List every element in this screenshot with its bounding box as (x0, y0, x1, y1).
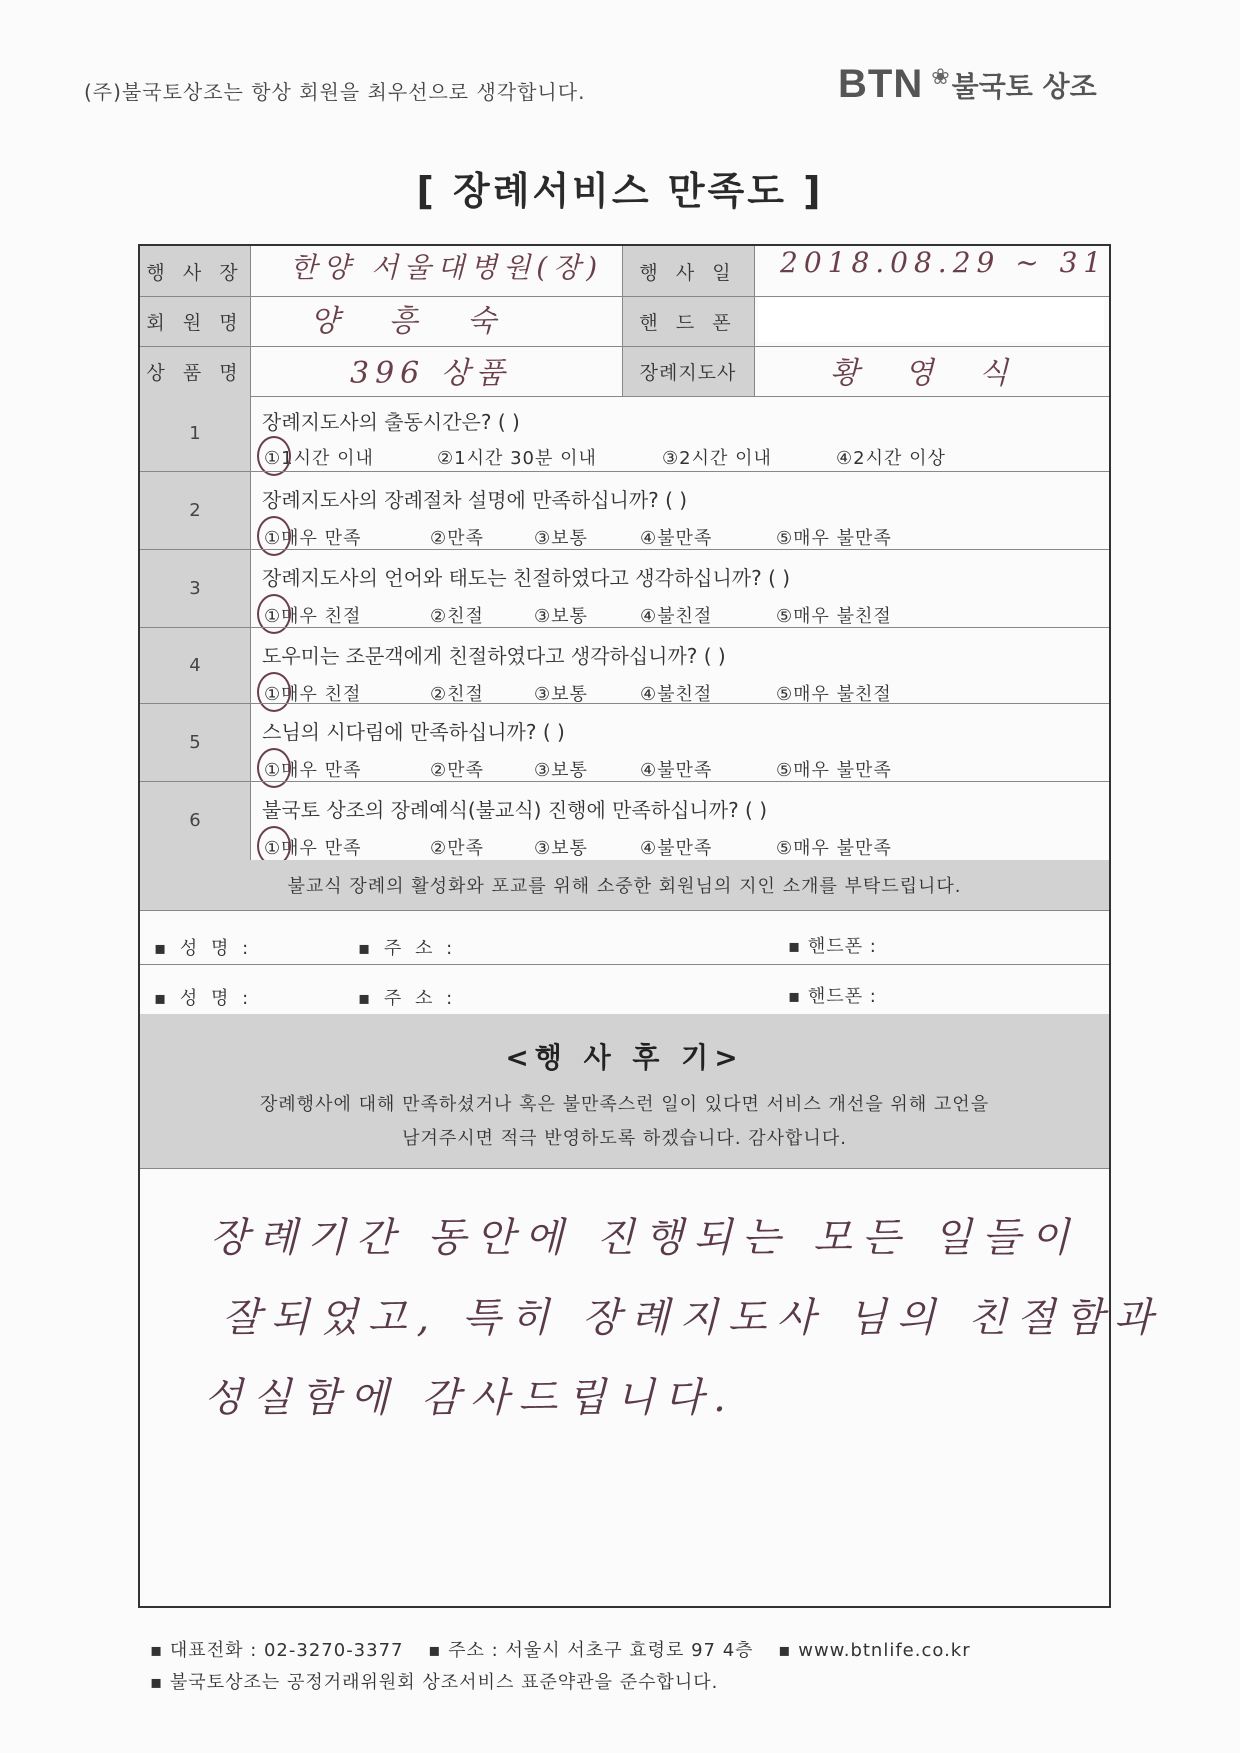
option[interactable]: ①매우 친절 (264, 606, 362, 627)
director-value[interactable]: 황 영 식 (830, 356, 1027, 391)
option[interactable]: ②만족 (430, 760, 484, 781)
logo-brand: BTN (838, 62, 924, 106)
option[interactable]: ①매우 만족 (264, 760, 362, 781)
option[interactable]: ⑤매우 불친절 (776, 606, 892, 627)
venue-label: 행 사 장 (140, 246, 250, 296)
referral-bar: 불교식 장례의 활성화와 포교를 위해 소중한 회원님의 지인 소개를 부탁드립니다. (140, 860, 1109, 910)
review-note-line[interactable]: 장례기간 동안에 진행되는 모든 일들이 (210, 1215, 1080, 1261)
question-number: 3 (189, 577, 201, 599)
option[interactable]: ②친절 (430, 606, 484, 627)
review-note-line[interactable]: 성실함에 감사드립니다. (204, 1375, 736, 1421)
option[interactable]: ②만족 (430, 838, 484, 859)
referral-address-label[interactable]: ▪ 주 소 : (358, 938, 457, 959)
option[interactable]: ②1시간 30분 이내 (437, 448, 597, 469)
question-number: 2 (189, 499, 201, 521)
selected-circle-mark (257, 748, 291, 788)
referral-name-label[interactable]: ▪ 성 명 : (154, 988, 253, 1009)
review-description-line: 장례행사에 대해 만족하셨거나 혹은 불만족스런 일이 있다면 서비스 개선을 위해 고언을 (259, 1094, 990, 1115)
question-number: 1 (189, 423, 201, 444)
option[interactable]: ⑤매우 불만족 (776, 760, 892, 781)
product-value[interactable]: 396 상품 (350, 356, 511, 391)
option[interactable]: ③보통 (534, 760, 588, 781)
option[interactable]: ①1시간 이내 (264, 448, 374, 469)
option[interactable]: ②친절 (430, 684, 484, 705)
referral-name-label[interactable]: ▪ 성 명 : (154, 938, 253, 959)
venue-value[interactable]: 한양 서울대병원(장) (290, 251, 604, 284)
option[interactable]: ③보통 (534, 606, 588, 627)
footer-contact (150, 1636, 971, 1662)
option[interactable]: ③보통 (534, 528, 588, 549)
question-text: 장례지도사의 언어와 태도는 친절하였다고 생각하십니까? ( ) (262, 566, 791, 590)
option[interactable]: ③2시간 이내 (662, 448, 772, 469)
option[interactable]: ④불만족 (640, 838, 713, 859)
referral-address-label[interactable]: ▪ 주 소 : (358, 988, 457, 1009)
selected-circle-mark (257, 594, 291, 634)
selected-circle-mark (257, 516, 291, 556)
footer-phone: ▪ 대표전화 : 02-3270-3377 (150, 1640, 404, 1661)
phone-label: 핸 드 폰 (622, 296, 754, 346)
product-label: 상 품 명 (140, 346, 250, 396)
review-description-line: 남겨주시면 적극 반영하도록 하겠습니다. 감사합니다. (402, 1128, 847, 1149)
referral-phone-label[interactable]: ▪ 핸드폰 : (788, 986, 877, 1007)
review-title: <행 사 후 기> (505, 1041, 744, 1074)
director-label: 장례지도사 (622, 346, 754, 396)
question-number: 4 (189, 654, 201, 676)
option[interactable]: ④불친절 (640, 684, 713, 705)
option[interactable]: ③보통 (534, 684, 588, 705)
option[interactable]: ③보통 (534, 838, 588, 859)
selected-circle-mark (257, 436, 291, 476)
footer-website[interactable]: ▪ www.btnlife.co.kr (778, 1640, 971, 1661)
option[interactable]: ⑤매우 불친절 (776, 684, 892, 705)
footer-notice: ▪ 불국토상조는 공정거래위원회 상조서비스 표준약관을 준수합니다. (150, 1672, 719, 1693)
logo (838, 62, 1097, 107)
question-text: 장례지도사의 출동시간은? ( ) (262, 410, 520, 434)
question-text: 불국토 상조의 장례예식(불교식) 진행에 만족하십니까? ( ) (262, 798, 768, 822)
option[interactable]: ④불만족 (640, 528, 713, 549)
question-number: 5 (189, 731, 201, 753)
flower-icon: ❀ (931, 65, 950, 90)
member-label: 회 원 명 (140, 296, 250, 346)
option[interactable]: ④불만족 (640, 760, 713, 781)
option[interactable]: ④불친절 (640, 606, 713, 627)
date-label: 행 사 일 (622, 246, 754, 296)
option[interactable]: ④2시간 이상 (836, 448, 946, 469)
selected-circle-mark (257, 672, 291, 712)
phone-value-redacted (758, 298, 1104, 342)
referral-phone-label[interactable]: ▪ 핸드폰 : (788, 936, 877, 957)
question-text: 장례지도사의 장례절차 설명에 만족하십니까? ( ) (262, 488, 688, 512)
option[interactable]: ⑤매우 불만족 (776, 838, 892, 859)
option[interactable]: ①매우 만족 (264, 528, 362, 549)
question-number: 6 (189, 810, 201, 831)
question-text: 도우미는 조문객에게 친절하였다고 생각하십니까? ( ) (262, 644, 726, 668)
option[interactable]: ⑤매우 불만족 (776, 528, 892, 549)
survey-form (138, 244, 1163, 1608)
member-value[interactable]: 양 흥 숙 (310, 304, 517, 339)
footer-address: ▪ 주소 : 서울시 서초구 효령로 97 4층 (428, 1640, 754, 1661)
logo-name: 불국토 상조 (951, 69, 1097, 103)
page-title: [ 장례서비스 만족도 ] (416, 169, 824, 213)
option[interactable]: ①매우 만족 (264, 838, 362, 859)
tagline: (주)불국토상조는 항상 회원을 최우선으로 생각합니다. (84, 80, 586, 104)
question-text: 스님의 시다림에 만족하십니까? ( ) (262, 720, 565, 744)
option[interactable]: ①매우 친절 (264, 684, 362, 705)
date-value[interactable]: 2018.08.29 ~ 31 (780, 246, 1108, 279)
review-note-line[interactable]: 잘되었고, 특히 장례지도사 님의 친절함과 (222, 1295, 1163, 1341)
option[interactable]: ②만족 (430, 528, 484, 549)
